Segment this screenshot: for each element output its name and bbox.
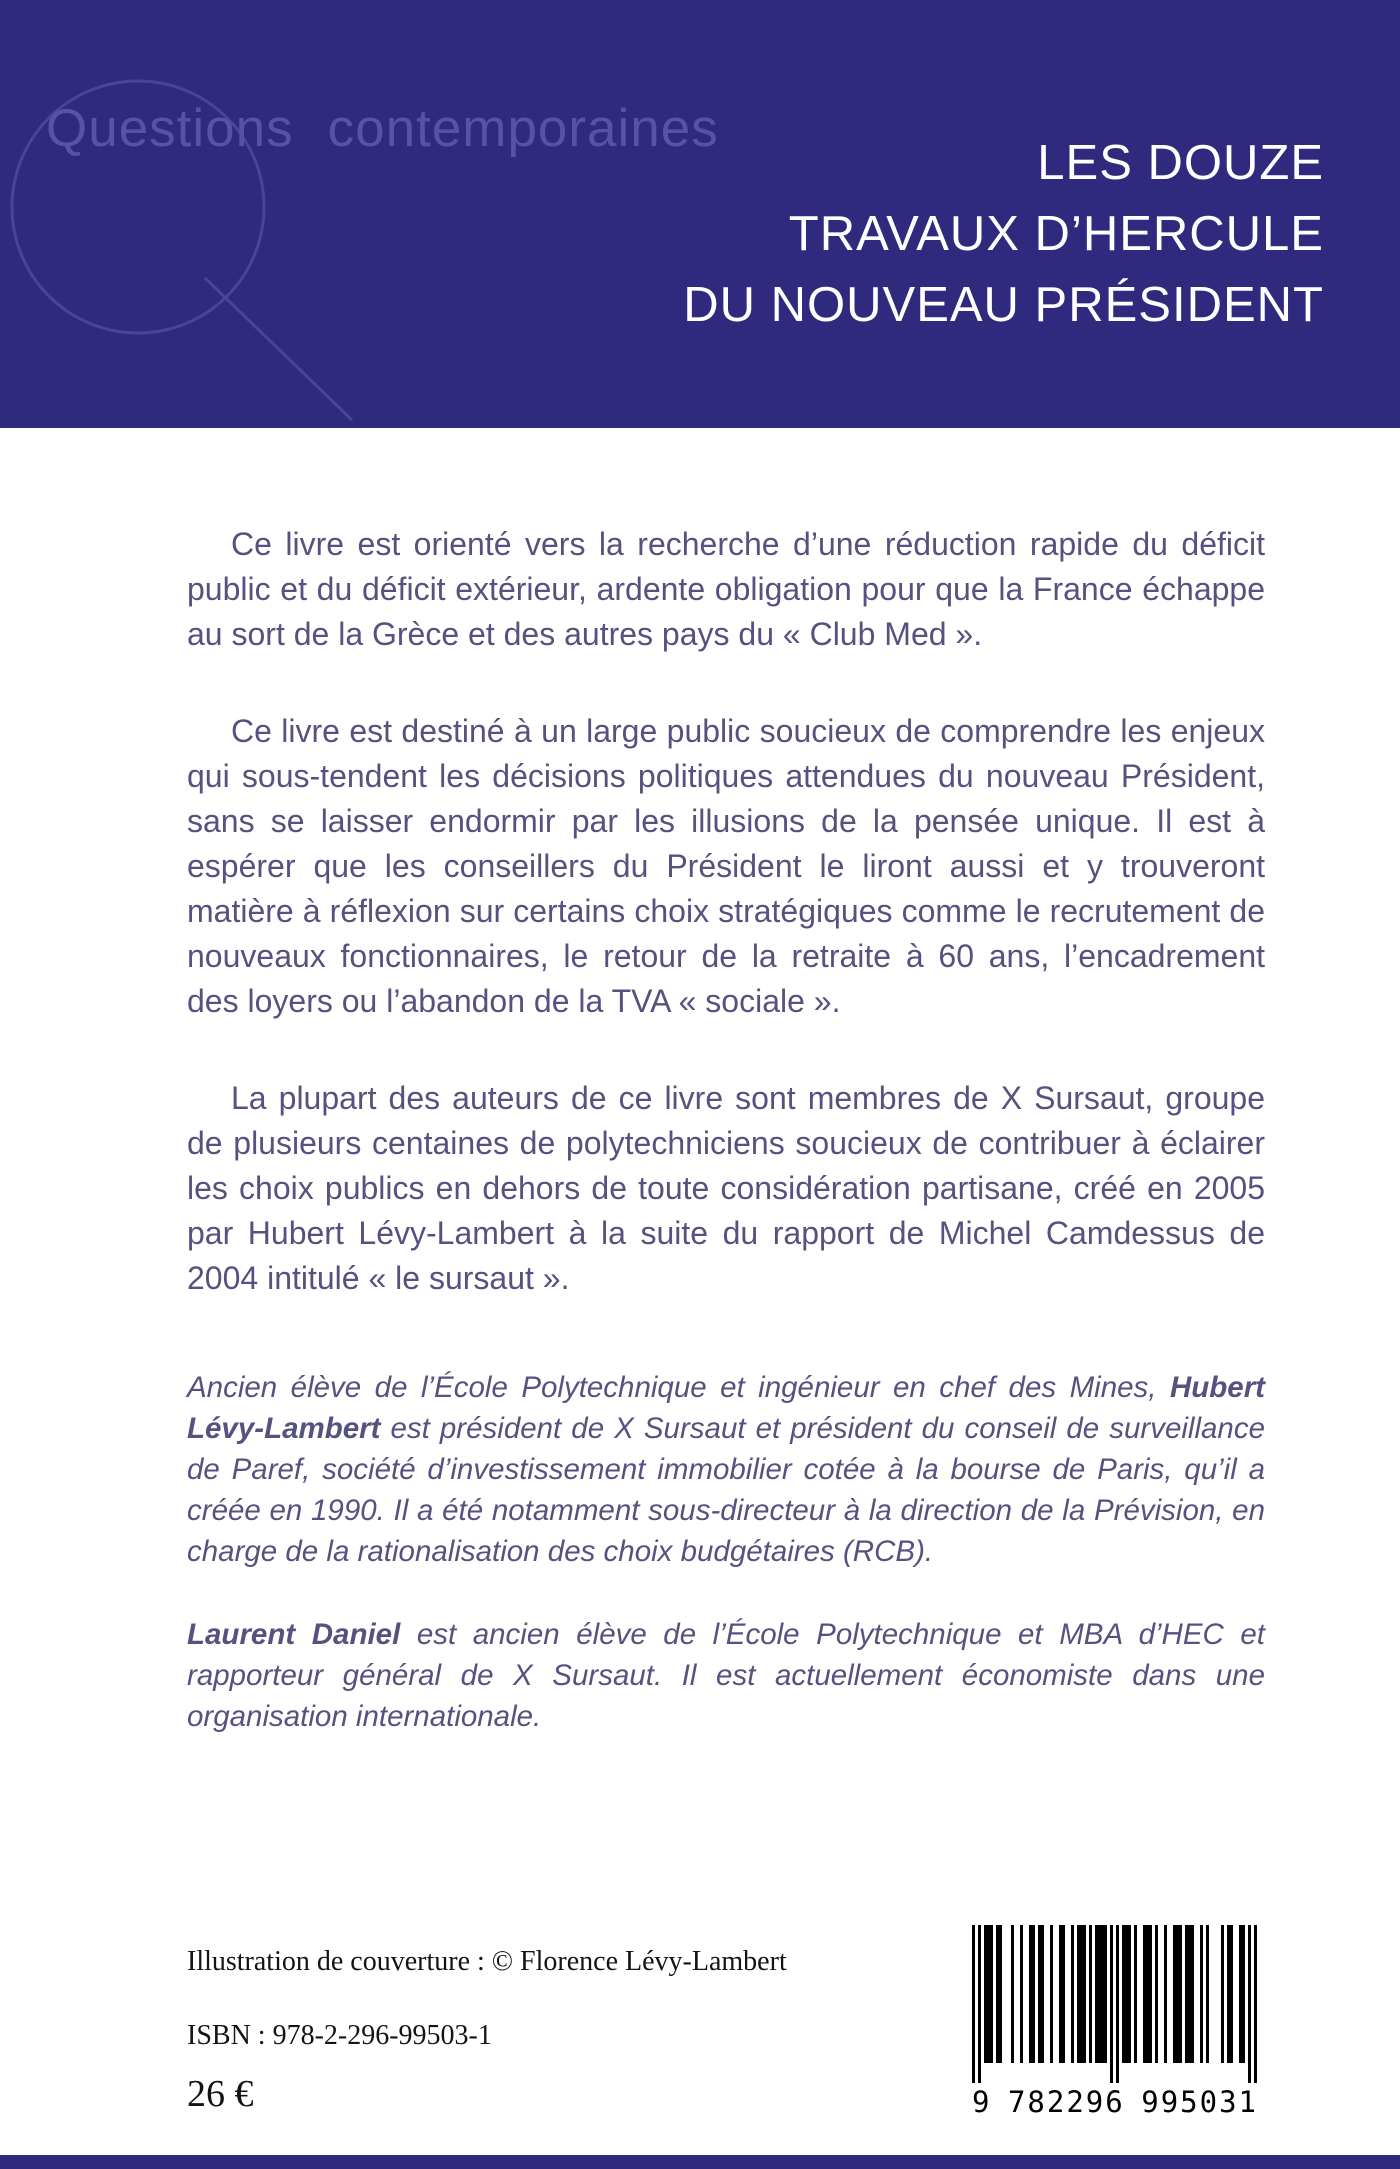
title-line-2: TRAVAUX D’HERCULE: [788, 207, 1324, 261]
price-text: 26 €: [187, 2073, 254, 2115]
author-bio-hubert: Ancien élève de l’École Polytechnique et ingénieur en chef des Mines, Hubert Lévy-Lambert est président de X Sursaut et président du conseil de surveillance de Paref, société d’investissement immobilier cotée à la bourse de Paris, qu’il a créée en 1990. Il a été notamment sous-directeur à la direction de la Prévision, en charge de la rationalisation des choix budgétaires (RCB).: [187, 1371, 1265, 1568]
author-bios: [187, 1367, 1265, 1737]
synopsis-paragraph: La plupart des auteurs de ce livre sont membres de X Sursaut, groupe de plusieurs centaines de polytechniciens soucieux de contribuer à éclairer les choix publics en dehors de toute considération partisane, créé en 2005 par Hubert Lévy-Lambert à la suite du rapport de Michel Camdessus de 2004 intitulé « le sursaut ».: [187, 1080, 1265, 1296]
barcode-bars: [972, 1925, 1262, 2085]
credits-block: [187, 1946, 787, 2116]
barcode-digit-group-1: 782296: [1007, 2085, 1125, 2119]
book-title: [683, 128, 1324, 341]
synopsis-paragraph: Ce livre est destiné à un large public soucieux de comprendre les enjeux qui sous-tendent les décisions politiques attendues du nouveau Président, sans se laisser endormir par les illusions de la pensée unique. Il est à espérer que les conseillers du Président le liront aussi et y trouveront matière à réflexion sur certains choix stratégiques comme le recrutement de nouveaux fonctionnaires, le retour de la retraite à 60 ans, l’encadrement des loyers ou l’abandon de la TVA « sociale ».: [187, 713, 1265, 1019]
collection-logo: [46, 98, 719, 159]
bottom-color-strip: [0, 2155, 1400, 2169]
title-line-3: DU NOUVEAU PRÉSIDENT: [683, 278, 1324, 332]
synopsis-paragraph: Ce livre est orienté vers la recherche d’une réduction rapide du déficit public et du déficit extérieur, ardente obligation pour que la France échappe au sort de la Grèce et des autres pays du « Club Med ».: [187, 526, 1265, 652]
isbn-text: ISBN : 978-2-296-99503-1: [187, 2020, 492, 2051]
cover-illustration-credit: Illustration de couverture : © Florence Lévy-Lambert: [187, 1946, 787, 1977]
barcode-digit-left: 9: [972, 2085, 992, 2119]
top-band: [0, 0, 1400, 428]
back-cover-text: [187, 522, 1265, 1779]
barcode-digit-group-2: 995031: [1141, 2085, 1258, 2119]
collection-word-questions: Questions: [46, 99, 294, 158]
q-logo-icon: [0, 0, 420, 428]
collection-word-contemporaines: contemporaines: [327, 99, 719, 158]
title-line-1: LES DOUZE: [1037, 136, 1324, 190]
barcode: [972, 1925, 1262, 2119]
author-bio-laurent: Laurent Daniel est ancien élève de l’École Polytechnique et MBA d’HEC et rapporteur général de X Sursaut. Il est actuellement économiste dans une organisation internationale.: [187, 1618, 1265, 1733]
barcode-digits: [972, 2085, 1262, 2119]
